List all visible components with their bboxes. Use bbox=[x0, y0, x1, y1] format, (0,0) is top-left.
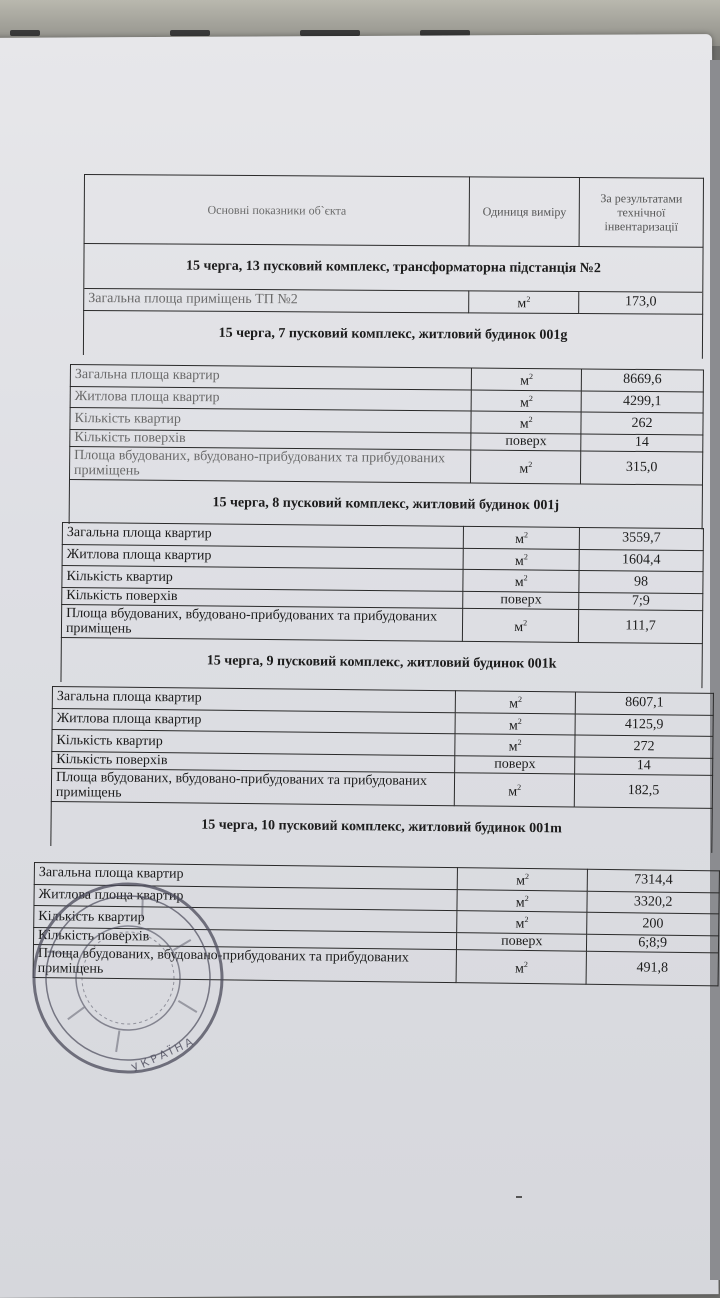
table-block-4 bbox=[50, 686, 714, 853]
row-unit: $м^2$ bbox=[472, 368, 582, 391]
row-label: Кількість квартир bbox=[34, 906, 458, 933]
section-title: 15 черга, 10 пусковий комплекс, житловий будинок 001m bbox=[51, 801, 712, 852]
row-value: 200 bbox=[587, 913, 719, 936]
row-value: 315,0 bbox=[581, 451, 703, 485]
row-unit: $м^2$ bbox=[456, 950, 586, 985]
row-unit: $м^2$ bbox=[457, 889, 587, 912]
header-unit: Одиниця виміру bbox=[469, 177, 579, 247]
row-label: Житлова площа квартир bbox=[62, 544, 464, 570]
header-inventory: За результатами технічної інвентаризації bbox=[579, 178, 703, 248]
row-unit: $м^2$ bbox=[458, 868, 588, 891]
stamp-country: УКРАЇНА bbox=[129, 1034, 198, 1075]
row-label: Кількість поверхів bbox=[70, 429, 471, 450]
row-value: 4125,9 bbox=[575, 714, 713, 737]
row-unit: $м^2$ bbox=[456, 691, 576, 714]
row-label: Площа вбудованих, вбудовано-прибудованих та прибудованих приміщень bbox=[33, 944, 457, 982]
row-unit: $м^2$ bbox=[464, 526, 580, 549]
table-row bbox=[33, 944, 718, 985]
row-value: 173,0 bbox=[579, 292, 703, 314]
row-label: Площа вбудованих, вбудовано-прибудованих та прибудованих приміщень bbox=[61, 604, 463, 641]
row-value: 491,8 bbox=[586, 951, 718, 986]
row-unit: $м^2$ bbox=[455, 773, 575, 807]
row-value: 3320,2 bbox=[587, 891, 719, 914]
paper-speck bbox=[516, 1196, 522, 1198]
row-unit: $м^2$ bbox=[471, 411, 581, 434]
row-value: 182,5 bbox=[574, 774, 712, 808]
row-label: Житлова площа квартир bbox=[34, 884, 458, 911]
row-value: 4299,1 bbox=[581, 391, 703, 414]
row-value: 14 bbox=[575, 757, 713, 775]
row-label: Кількість квартир bbox=[52, 730, 456, 756]
row-value: 3559,7 bbox=[579, 527, 703, 550]
section-title: 15 черга, 7 пусковий комплекс, житловий будинок 001g bbox=[83, 310, 702, 358]
row-value: 1604,4 bbox=[579, 549, 703, 572]
row-label: Кількість поверхів bbox=[33, 927, 457, 949]
row-label: Житлова площа квартир bbox=[70, 386, 471, 411]
row-unit: поверх bbox=[471, 433, 581, 451]
section-title-row bbox=[83, 310, 702, 358]
row-value: 272 bbox=[575, 735, 713, 758]
row-label: Кількість квартир bbox=[62, 566, 464, 592]
table-block-2 bbox=[69, 364, 704, 529]
row-unit: $м^2$ bbox=[469, 291, 579, 313]
section-title-row bbox=[84, 244, 703, 293]
table-block-5 bbox=[33, 862, 720, 986]
row-unit: $м^2$ bbox=[463, 548, 579, 571]
row-label: Загальна площа квартир bbox=[62, 523, 464, 549]
row-unit: $м^2$ bbox=[463, 570, 579, 593]
row-label: Загальна площа приміщень ТП №2 bbox=[84, 289, 469, 313]
row-value: 262 bbox=[581, 412, 703, 435]
row-label: Кількість поверхів bbox=[52, 751, 455, 772]
row-unit: поверх bbox=[455, 756, 575, 774]
row-unit: $м^2$ bbox=[471, 390, 581, 413]
section-title-row bbox=[51, 801, 712, 852]
section-title: 15 черга, 9 пусковий комплекс, житловий будинок 001k bbox=[61, 637, 702, 688]
row-label: Кількість квартир bbox=[70, 408, 471, 433]
table-block-1 bbox=[83, 174, 704, 358]
row-value: 7314,4 bbox=[587, 869, 719, 892]
row-label: Площа вбудованих, вбудовано-прибудованих та прибудованих приміщень bbox=[51, 768, 455, 805]
table-header-row bbox=[84, 175, 703, 248]
row-label: Житлова площа квартир bbox=[52, 708, 456, 734]
row-unit: $м^2$ bbox=[455, 734, 575, 757]
table-block-3 bbox=[60, 522, 704, 688]
section-title: 15 черга, 13 пусковий комплекс, трансформаторна підстанція №2 bbox=[84, 244, 703, 293]
section-title: 15 черга, 8 пусковий комплекс, житловий будинок 001j bbox=[69, 479, 702, 529]
row-unit: $м^2$ bbox=[455, 712, 575, 735]
row-unit: $м^2$ bbox=[471, 450, 581, 484]
row-unit: поверх bbox=[457, 933, 587, 952]
row-value: 8669,6 bbox=[581, 369, 703, 392]
row-unit: поверх bbox=[463, 591, 579, 609]
row-label: Кількість поверхів bbox=[62, 587, 463, 608]
row-unit: $м^2$ bbox=[463, 608, 579, 642]
row-label: Площа вбудованих, вбудовано-прибудованих та прибудованих приміщень bbox=[69, 446, 471, 483]
row-value: 111,7 bbox=[579, 609, 703, 643]
row-unit: $м^2$ bbox=[457, 911, 587, 934]
header-indicators: Основні показники об`єкта bbox=[84, 175, 470, 246]
row-label: Загальна площа квартир bbox=[52, 687, 456, 713]
row-label: Загальна площа квартир bbox=[70, 365, 471, 390]
row-value: 7;9 bbox=[579, 592, 703, 610]
row-label: Загальна площа квартир bbox=[34, 863, 458, 890]
row-value: 8607,1 bbox=[575, 692, 713, 715]
section-title-row bbox=[61, 637, 702, 688]
row-value: 14 bbox=[581, 434, 703, 452]
table-row bbox=[69, 446, 702, 485]
row-value: 6;8;9 bbox=[587, 934, 719, 953]
row-value: 98 bbox=[579, 571, 703, 594]
